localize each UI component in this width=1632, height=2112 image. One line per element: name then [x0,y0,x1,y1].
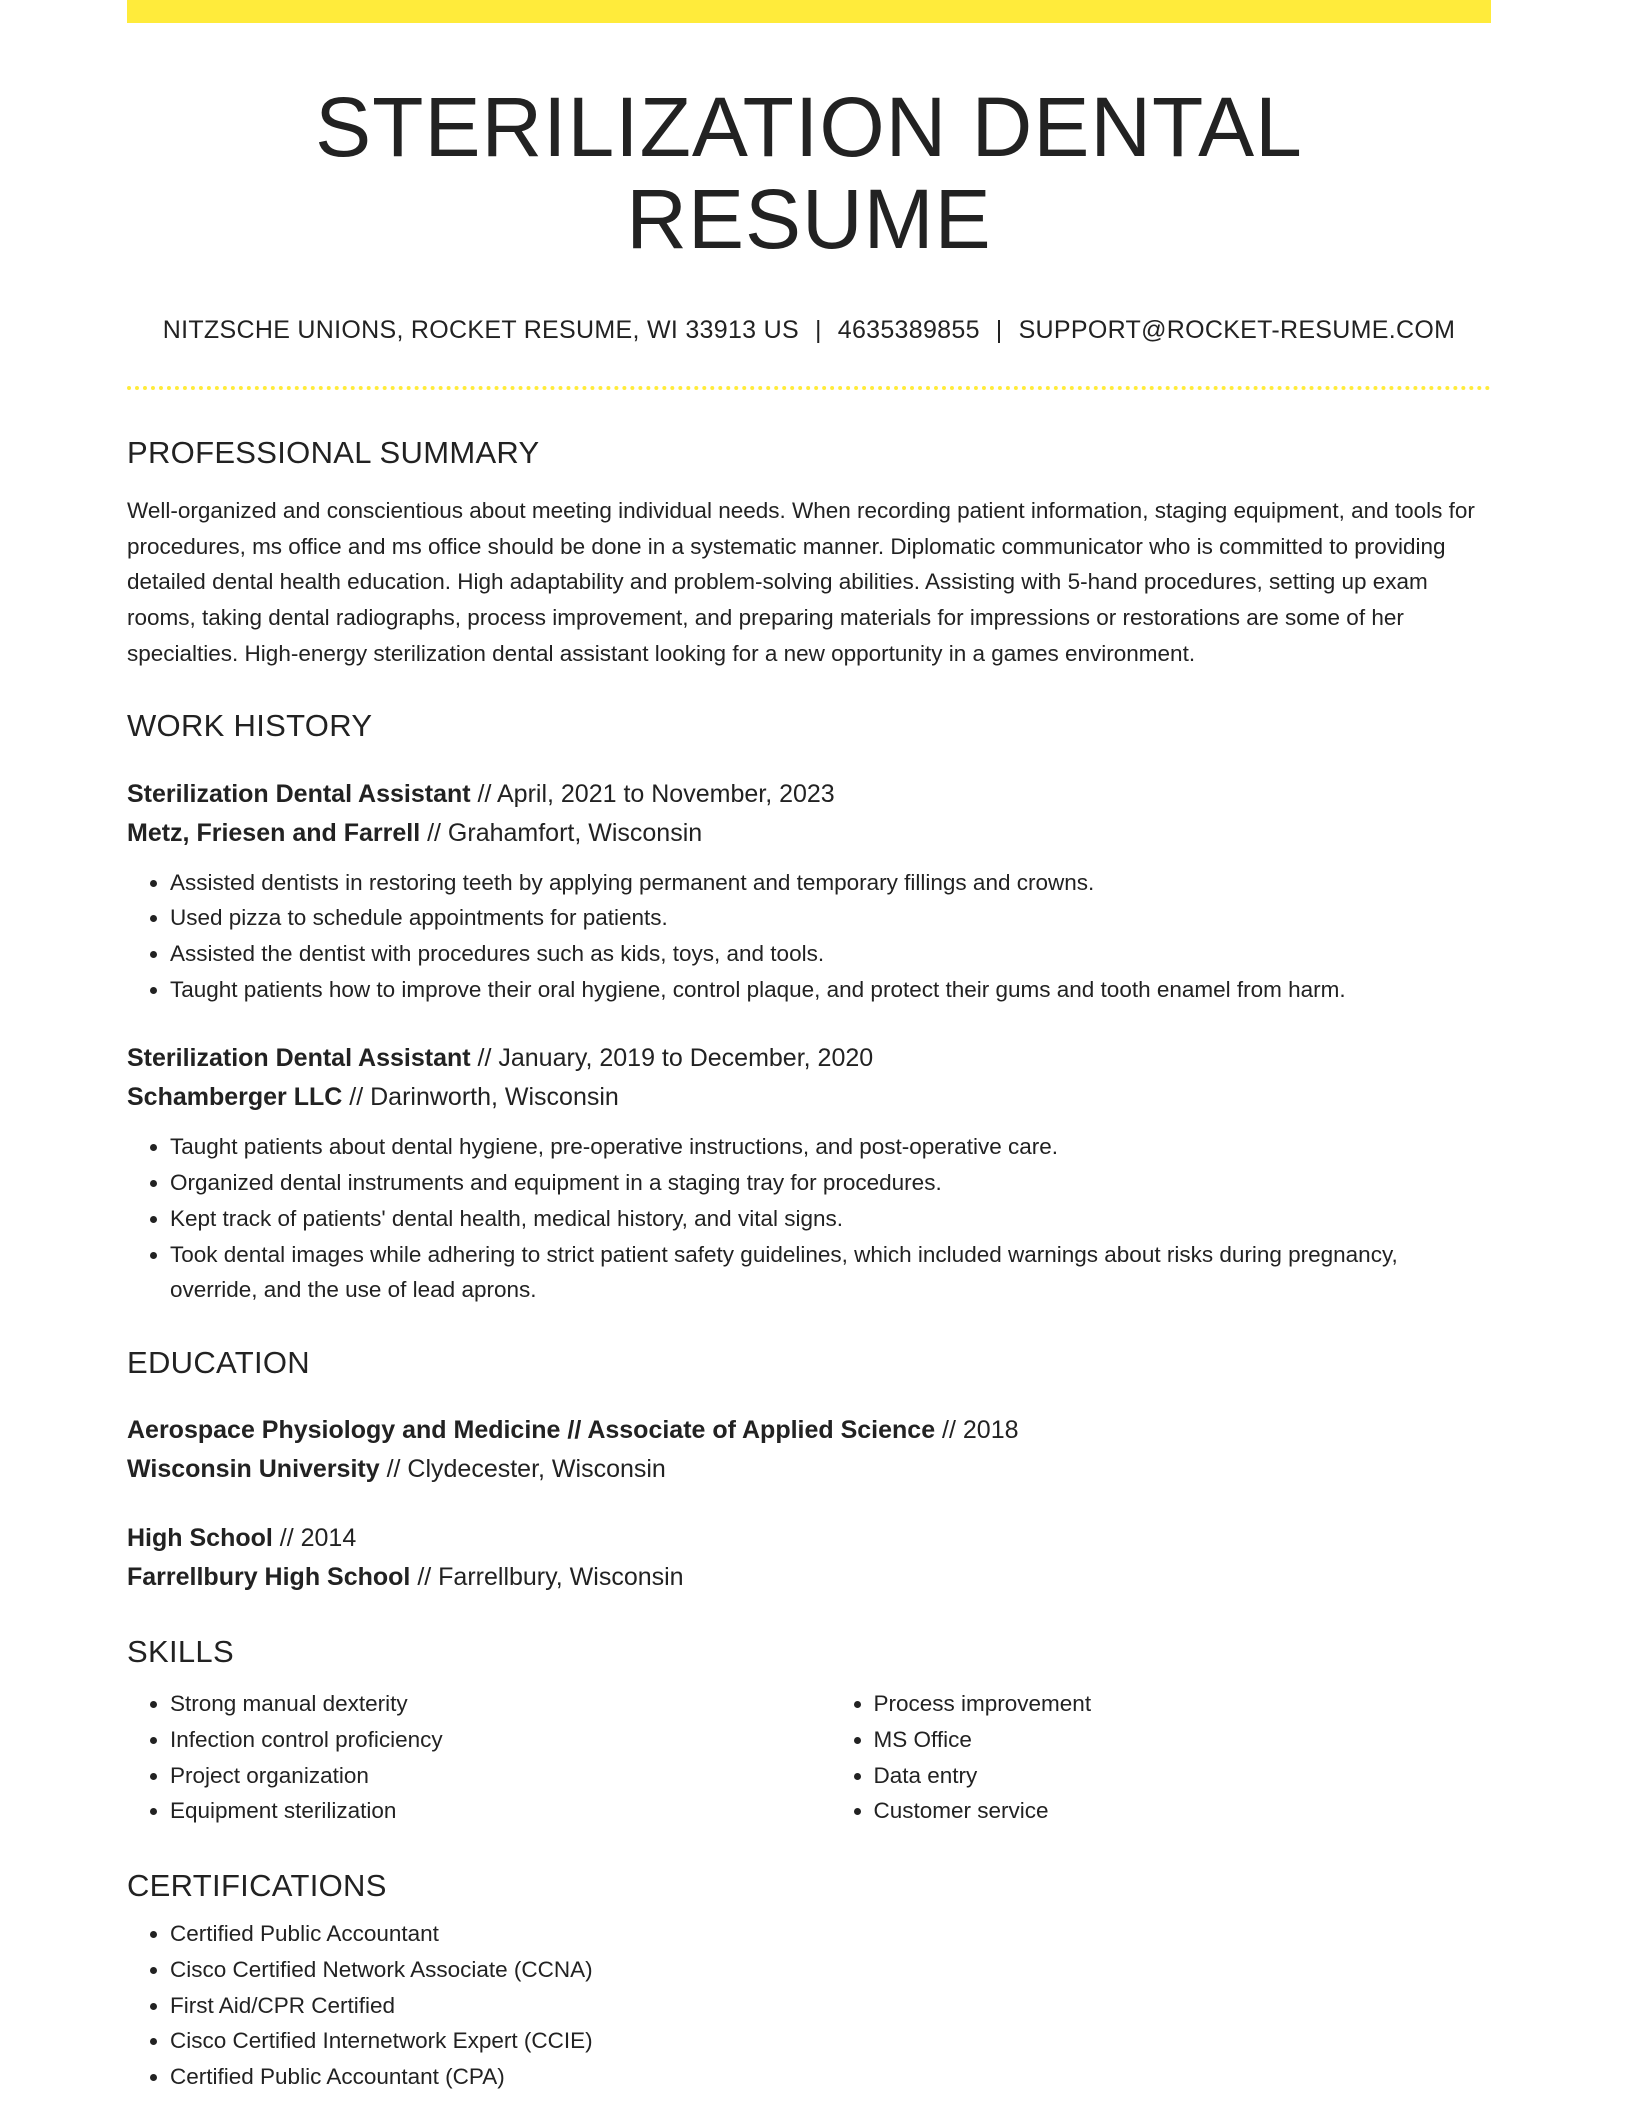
job-entry [127,775,1491,1008]
job-bullet: • Organized dental instruments and equipment in a staging tray for procedures. [170,1165,1491,1201]
job-title: Sterilization Dental Assistant [127,779,471,808]
education-entry [127,1411,1491,1489]
job-title-line [127,775,1491,814]
job-company-line [127,814,1491,853]
skill-item: • Customer service [874,1793,1492,1829]
summary-heading: PROFESSIONAL SUMMARY [127,434,540,470]
job-bullets [127,1129,1491,1308]
education-school: Farrellbury High School [127,1563,411,1592]
work-history-heading: WORK HISTORY [127,708,373,744]
job-bullet: • Assisted the dentist with procedures such as kids, toys, and tools. [170,936,1491,972]
education-year: // 2014 [272,1524,357,1553]
job-dates: // January, 2019 to December, 2020 [470,1044,874,1073]
contact-email: SUPPORT@ROCKET-RESUME.COM [1018,315,1456,344]
resume-page [127,0,1491,2095]
contact-phone: 4635389855 [837,315,980,344]
certification-item: • Certified Public Accountant (CPA) [170,2059,1491,2095]
skills-heading: SKILLS [127,1634,234,1670]
skills-list-right [831,1686,1492,1829]
skill-item: • Equipment sterilization [170,1793,788,1829]
education-year: // 2018 [935,1416,1019,1445]
skill-item: • Strong manual dexterity [170,1686,788,1722]
education-school-line [127,1450,1491,1489]
accent-top-bar [127,0,1491,23]
certification-item: • Cisco Certified Network Associate (CCNA) [170,1952,1491,1988]
education-location: // Clydecester, Wisconsin [379,1455,666,1484]
job-bullet: • Taught patients how to improve their oral hygiene, control plaque, and protect their gums and tooth enamel from harm. [170,972,1491,1008]
skill-item: • Project organization [170,1758,788,1794]
contact-line [127,316,1491,345]
education-degree: High School [127,1524,273,1553]
skills-columns [127,1686,1491,1829]
certifications-list [127,1916,1491,2095]
education-degree-line [127,1519,1491,1558]
job-company: Metz, Friesen and Farrell [127,818,421,847]
education-degree-line [127,1411,1491,1450]
education-location: // Farrellbury, Wisconsin [410,1563,684,1592]
education-heading: EDUCATION [127,1345,310,1380]
job-company: Schamberger LLC [127,1083,343,1112]
job-bullet: • Used pizza to schedule appointments for patients. [170,900,1491,936]
job-entry [127,1039,1491,1308]
contact-separator: | [814,315,822,344]
job-location: // Darinworth, Wisconsin [342,1083,619,1112]
job-bullets [127,865,1491,1008]
contact-separator: | [995,315,1003,344]
certification-item: • Certified Public Accountant [170,1916,1491,1952]
resume-title: STERILIZATION DENTAL RESUME [315,80,1303,267]
job-bullet: • Kept track of patients' dental health, medical history, and vital signs. [170,1201,1491,1237]
contact-address: NITZSCHE UNIONS, ROCKET RESUME, WI 33913 US [162,315,799,344]
job-bullet: • Took dental images while adhering to strict patient safety guidelines, which included warnings about risks during pregnancy, override, and the use of lead aprons. [170,1237,1491,1308]
job-title-line [127,1039,1491,1078]
education-entry [127,1519,1491,1597]
job-company-line [127,1078,1491,1117]
skill-item: • Process improvement [874,1686,1492,1722]
skill-item: • MS Office [874,1722,1492,1758]
summary-text: Well-organized and conscientious about meeting individual needs. When recording patient information, staging equipment, and tools for procedures, ms office and ms office should be done in a systematic manner. Diplomatic communicator who is committed to providing detailed dental health education. High adaptability and problem-solving abilities. Assisting with 5-hand procedures, setting up exam rooms, taking dental radiographs, process improvement, and preparing materials for impressions or restorations are some of her specialties. High-energy sterilization dental assistant looking for a new opportunity in a games environment. [127,497,1475,666]
job-location: // Grahamfort, Wisconsin [420,818,703,847]
job-bullet: • Assisted dentists in restoring teeth by applying permanent and temporary fillings and crowns. [170,865,1491,901]
job-title: Sterilization Dental Assistant [127,1044,471,1073]
dotted-divider [127,386,1491,390]
certification-item: • First Aid/CPR Certified [170,1988,1491,2024]
certification-item: • Cisco Certified Internetwork Expert (CCIE) [170,2023,1491,2059]
education-degree: Aerospace Physiology and Medicine // Associate of Applied Science [127,1416,936,1445]
job-dates: // April, 2021 to November, 2023 [470,779,835,808]
job-bullet: • Taught patients about dental hygiene, pre-operative instructions, and post-operative care. [170,1129,1491,1165]
skill-item: • Infection control proficiency [170,1722,788,1758]
skills-list-left [127,1686,788,1829]
education-school-line [127,1558,1491,1597]
skill-item: • Data entry [874,1758,1492,1794]
certifications-heading: CERTIFICATIONS [127,1868,387,1904]
education-school: Wisconsin University [127,1455,380,1484]
